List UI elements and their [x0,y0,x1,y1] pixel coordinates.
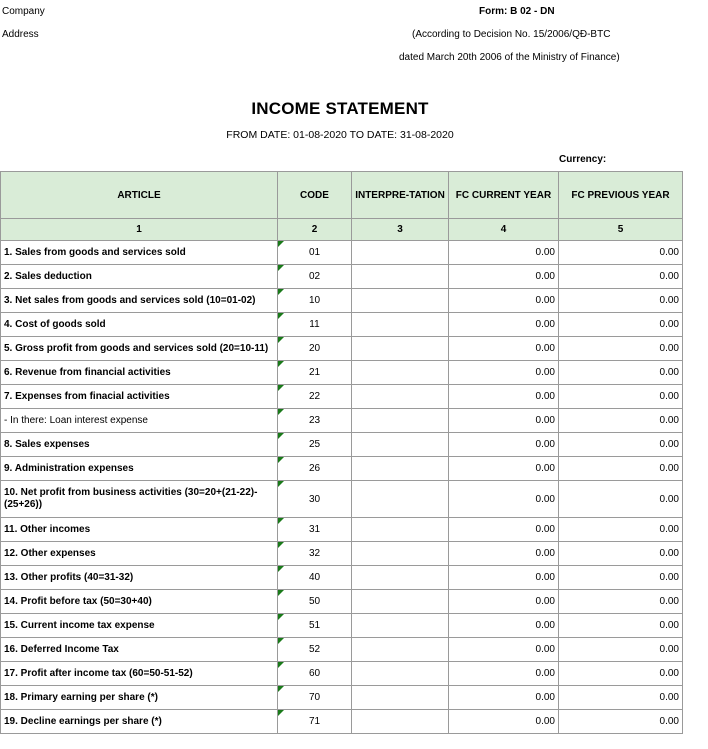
article-cell[interactable] [1,662,278,686]
table-row [1,710,683,734]
table-row [1,662,683,686]
current-year-cell[interactable] [449,433,559,457]
previous-year-cell-text: 0.00 [659,716,679,727]
previous-year-cell-text: 0.00 [659,367,679,378]
current-year-cell-text: 0.00 [535,644,555,655]
current-year-cell[interactable] [449,337,559,361]
comment-flag-icon [278,265,284,271]
code-cell-text: 01 [308,247,321,258]
code-cell[interactable] [278,337,352,361]
current-year-cell-text: 0.00 [535,295,555,306]
previous-year-cell-text: 0.00 [659,319,679,330]
previous-year-cell[interactable] [559,638,683,662]
comment-flag-icon [278,518,284,524]
code-cell[interactable] [278,385,352,409]
code-cell[interactable] [278,313,352,337]
article-cell-text: 13. Other profits (40=31-32) [4,572,134,583]
article-cell[interactable] [1,710,278,734]
column-number-row [1,219,683,241]
current-year-cell[interactable] [449,686,559,710]
previous-year-cell-text: 0.00 [659,295,679,306]
current-year-cell-text: 0.00 [535,620,555,631]
interpretation-cell[interactable] [352,361,449,385]
dated-note: dated March 20th 2006 of the Ministry of Finance) [399,52,620,63]
code-cell[interactable] [278,518,352,542]
code-cell-text: 30 [308,493,321,505]
table-row [1,313,683,337]
code-cell-text: 11 [309,319,320,330]
previous-year-cell[interactable] [559,409,683,433]
code-cell-text: 51 [308,620,321,631]
interpretation-cell[interactable] [352,289,449,313]
income-statement-table [0,171,683,734]
table-row [1,457,683,481]
previous-year-cell[interactable] [559,385,683,409]
interpretation-cell[interactable] [352,518,449,542]
page-title: INCOME STATEMENT [251,99,429,118]
previous-year-cell[interactable] [559,337,683,361]
article-cell[interactable] [1,265,278,289]
comment-flag-icon [278,241,284,247]
interpretation-cell[interactable] [352,710,449,734]
currency-label: Currency: [559,154,607,165]
article-cell[interactable] [1,518,278,542]
article-cell-text: 8. Sales expenses [4,439,90,450]
article-cell[interactable] [1,481,278,518]
code-cell-text: 70 [308,692,321,703]
interpretation-cell[interactable] [352,542,449,566]
code-cell[interactable] [278,241,352,265]
previous-year-cell[interactable] [559,518,683,542]
code-cell-text: 50 [308,596,321,607]
article-cell-text: 1. Sales from goods and services sold [4,247,186,258]
table-row [1,241,683,265]
previous-year-cell[interactable] [559,614,683,638]
form-label: Form: B 02 - DN [479,6,555,17]
current-year-cell-text: 0.00 [535,439,555,450]
article-cell[interactable] [1,566,278,590]
comment-flag-icon [278,409,284,415]
column-header-interpretation: INTERPRE-TATION [352,172,449,219]
code-cell-text: 25 [308,439,321,450]
current-year-cell-text: 0.00 [535,463,555,474]
current-year-cell[interactable] [449,710,559,734]
code-cell-text: 52 [308,644,321,655]
previous-year-cell[interactable] [559,313,683,337]
interpretation-cell[interactable] [352,481,449,518]
current-year-cell-text: 0.00 [535,391,555,402]
previous-year-cell-text: 0.00 [659,548,679,559]
interpretation-cell[interactable] [352,638,449,662]
previous-year-cell-text: 0.00 [659,644,679,655]
article-cell-text: 10. Net profit from business activities (30=20+(21-22)-(25+26)) [4,487,258,510]
code-cell-text: 32 [308,548,321,559]
current-year-cell-text: 0.00 [535,524,555,535]
article-cell[interactable] [1,337,278,361]
code-cell[interactable] [278,457,352,481]
article-cell[interactable] [1,433,278,457]
code-cell[interactable] [278,289,352,313]
date-range: FROM DATE: 01-08-2020 TO DATE: 31-08-2020 [226,129,454,141]
code-cell[interactable] [278,481,352,518]
current-year-cell[interactable] [449,457,559,481]
current-year-cell[interactable] [449,289,559,313]
current-year-cell-text: 0.00 [535,271,555,282]
article-cell-text: 9. Administration expenses [4,463,134,474]
code-cell[interactable] [278,433,352,457]
article-cell-text: 14. Profit before tax (50=30+40) [4,596,152,607]
current-year-cell-text: 0.00 [535,668,555,679]
article-cell[interactable] [1,385,278,409]
comment-flag-icon [278,457,284,463]
table-row [1,481,683,518]
code-cell[interactable] [278,542,352,566]
interpretation-cell[interactable] [352,241,449,265]
code-cell-text: 23 [308,415,321,426]
previous-year-cell[interactable] [559,662,683,686]
code-cell-text: 26 [308,463,321,474]
current-year-cell[interactable] [449,614,559,638]
table-header-row [1,172,683,219]
current-year-cell[interactable] [449,481,559,518]
current-year-cell[interactable] [449,361,559,385]
interpretation-cell[interactable] [352,409,449,433]
code-cell[interactable] [278,361,352,385]
table-row [1,361,683,385]
article-cell[interactable] [1,361,278,385]
previous-year-cell-text: 0.00 [659,620,679,631]
comment-flag-icon [278,710,284,716]
article-cell-text: 2. Sales deduction [4,271,92,282]
current-year-cell-text: 0.00 [535,596,555,607]
previous-year-cell-text: 0.00 [659,439,679,450]
table-row [1,542,683,566]
previous-year-cell-text: 0.00 [659,692,679,703]
previous-year-cell-text: 0.00 [659,463,679,474]
table-row [1,433,683,457]
table-row [1,265,683,289]
code-cell[interactable] [278,566,352,590]
article-cell-text: 15. Current income tax expense [4,620,155,631]
column-number: 5 [559,219,683,241]
previous-year-cell-text: 0.00 [659,524,679,535]
table-row [1,566,683,590]
previous-year-cell-text: 0.00 [659,572,679,583]
current-year-cell[interactable] [449,409,559,433]
code-cell-text: 22 [308,391,321,402]
column-number: 3 [352,219,449,241]
comment-flag-icon [278,481,284,487]
current-year-cell[interactable] [449,385,559,409]
article-cell-text: 11. Other incomes [4,524,91,535]
interpretation-cell[interactable] [352,662,449,686]
code-cell-text: 60 [308,668,321,679]
column-header-previous-year: FC PREVIOUS YEAR [559,172,683,219]
code-cell[interactable] [278,638,352,662]
interpretation-cell[interactable] [352,686,449,710]
table-row [1,686,683,710]
code-cell-text: 71 [308,716,321,727]
table-row [1,614,683,638]
article-cell[interactable] [1,542,278,566]
article-cell-text: 5. Gross profit from goods and services sold (20=10-11) [4,342,269,354]
article-cell[interactable] [1,590,278,614]
company-label: Company [2,6,45,17]
code-cell-text: 02 [308,271,321,282]
code-cell-text: 10 [308,295,321,306]
code-cell[interactable] [278,710,352,734]
article-cell-text: 19. Decline earnings per share (*) [4,716,162,727]
article-cell-text: 17. Profit after income tax (60=50-51-52) [4,668,193,679]
previous-year-cell[interactable] [559,481,683,518]
table-row [1,289,683,313]
comment-flag-icon [278,385,284,391]
previous-year-cell[interactable] [559,566,683,590]
current-year-cell[interactable] [449,662,559,686]
table-row [1,385,683,409]
comment-flag-icon [278,590,284,596]
previous-year-cell-text: 0.00 [659,391,679,402]
current-year-cell-text: 0.00 [535,247,555,258]
article-cell-text: 7. Expenses from finacial activities [4,391,170,402]
current-year-cell[interactable] [449,313,559,337]
comment-flag-icon [278,313,284,319]
previous-year-cell-text: 0.00 [659,343,679,354]
comment-flag-icon [278,337,284,343]
code-cell[interactable] [278,662,352,686]
comment-flag-icon [278,361,284,367]
previous-year-cell[interactable] [559,289,683,313]
column-number: 1 [1,219,278,241]
article-cell[interactable] [1,457,278,481]
comment-flag-icon [278,614,284,620]
table-row [1,518,683,542]
article-cell-text: - In there: Loan interest expense [4,415,148,426]
previous-year-cell[interactable] [559,710,683,734]
article-cell[interactable] [1,638,278,662]
previous-year-cell-text: 0.00 [659,271,679,282]
interpretation-cell[interactable] [352,590,449,614]
previous-year-cell[interactable] [559,433,683,457]
column-header-article: ARTICLE [1,172,278,219]
code-cell-text: 21 [308,367,321,378]
current-year-cell-text: 0.00 [535,367,555,378]
previous-year-cell-text: 0.00 [659,415,679,426]
article-cell[interactable] [1,241,278,265]
code-cell[interactable] [278,590,352,614]
address-label: Address [2,29,39,40]
code-cell-text: 40 [308,572,321,583]
column-number: 4 [449,219,559,241]
article-cell[interactable] [1,614,278,638]
previous-year-cell[interactable] [559,457,683,481]
code-cell[interactable] [278,614,352,638]
comment-flag-icon [278,566,284,572]
article-cell[interactable] [1,686,278,710]
comment-flag-icon [278,289,284,295]
current-year-cell-text: 0.00 [535,548,555,559]
previous-year-cell[interactable] [559,686,683,710]
previous-year-cell-text: 0.00 [659,247,679,258]
interpretation-cell[interactable] [352,265,449,289]
previous-year-cell-text: 0.00 [659,596,679,607]
code-cell-text: 20 [308,343,321,354]
current-year-cell-text: 0.00 [535,572,555,583]
decision-note: (According to Decision No. 15/2006/QĐ-BTC [412,29,611,40]
current-year-cell[interactable] [449,241,559,265]
table-row [1,409,683,433]
current-year-cell[interactable] [449,566,559,590]
previous-year-cell[interactable] [559,542,683,566]
current-year-cell[interactable] [449,265,559,289]
interpretation-cell[interactable] [352,457,449,481]
comment-flag-icon [278,686,284,692]
current-year-cell-text: 0.00 [535,343,555,354]
article-cell-text: 18. Primary earning per share (*) [4,692,158,703]
previous-year-cell-text: 0.00 [659,668,679,679]
article-cell[interactable] [1,409,278,433]
article-cell-text: 16. Deferred Income Tax [4,644,119,655]
current-year-cell-text: 0.00 [535,415,555,426]
column-header-current-year: FC CURRENT YEAR [449,172,559,219]
article-cell-text: 3. Net sales from goods and services sold (10=01-02) [4,295,256,306]
comment-flag-icon [278,638,284,644]
article-cell[interactable] [1,289,278,313]
current-year-cell-text: 0.00 [535,716,555,727]
current-year-cell[interactable] [449,518,559,542]
current-year-cell[interactable] [449,638,559,662]
current-year-cell-text: 0.00 [535,692,555,703]
previous-year-cell[interactable] [559,241,683,265]
comment-flag-icon [278,662,284,668]
previous-year-cell-text: 0.00 [659,493,679,505]
article-cell-text: 6. Revenue from financial activities [4,367,171,378]
column-header-code: CODE [278,172,352,219]
current-year-cell[interactable] [449,542,559,566]
code-cell-text: 31 [308,524,321,535]
previous-year-cell[interactable] [559,361,683,385]
table-row [1,590,683,614]
article-cell-text: 12. Other expenses [4,548,96,559]
column-number: 2 [278,219,352,241]
article-cell-text: 4. Cost of goods sold [4,319,106,330]
previous-year-cell[interactable] [559,590,683,614]
current-year-cell-text: 0.00 [535,319,555,330]
comment-flag-icon [278,542,284,548]
code-cell[interactable] [278,686,352,710]
current-year-cell-text: 0.00 [535,493,555,505]
interpretation-cell[interactable] [352,337,449,361]
interpretation-cell[interactable] [352,566,449,590]
code-cell[interactable] [278,265,352,289]
interpretation-cell[interactable] [352,385,449,409]
code-cell[interactable] [278,409,352,433]
interpretation-cell[interactable] [352,433,449,457]
table-row [1,337,683,361]
table-row [1,638,683,662]
interpretation-cell[interactable] [352,614,449,638]
interpretation-cell[interactable] [352,313,449,337]
previous-year-cell[interactable] [559,265,683,289]
article-cell[interactable] [1,313,278,337]
current-year-cell[interactable] [449,590,559,614]
comment-flag-icon [278,433,284,439]
